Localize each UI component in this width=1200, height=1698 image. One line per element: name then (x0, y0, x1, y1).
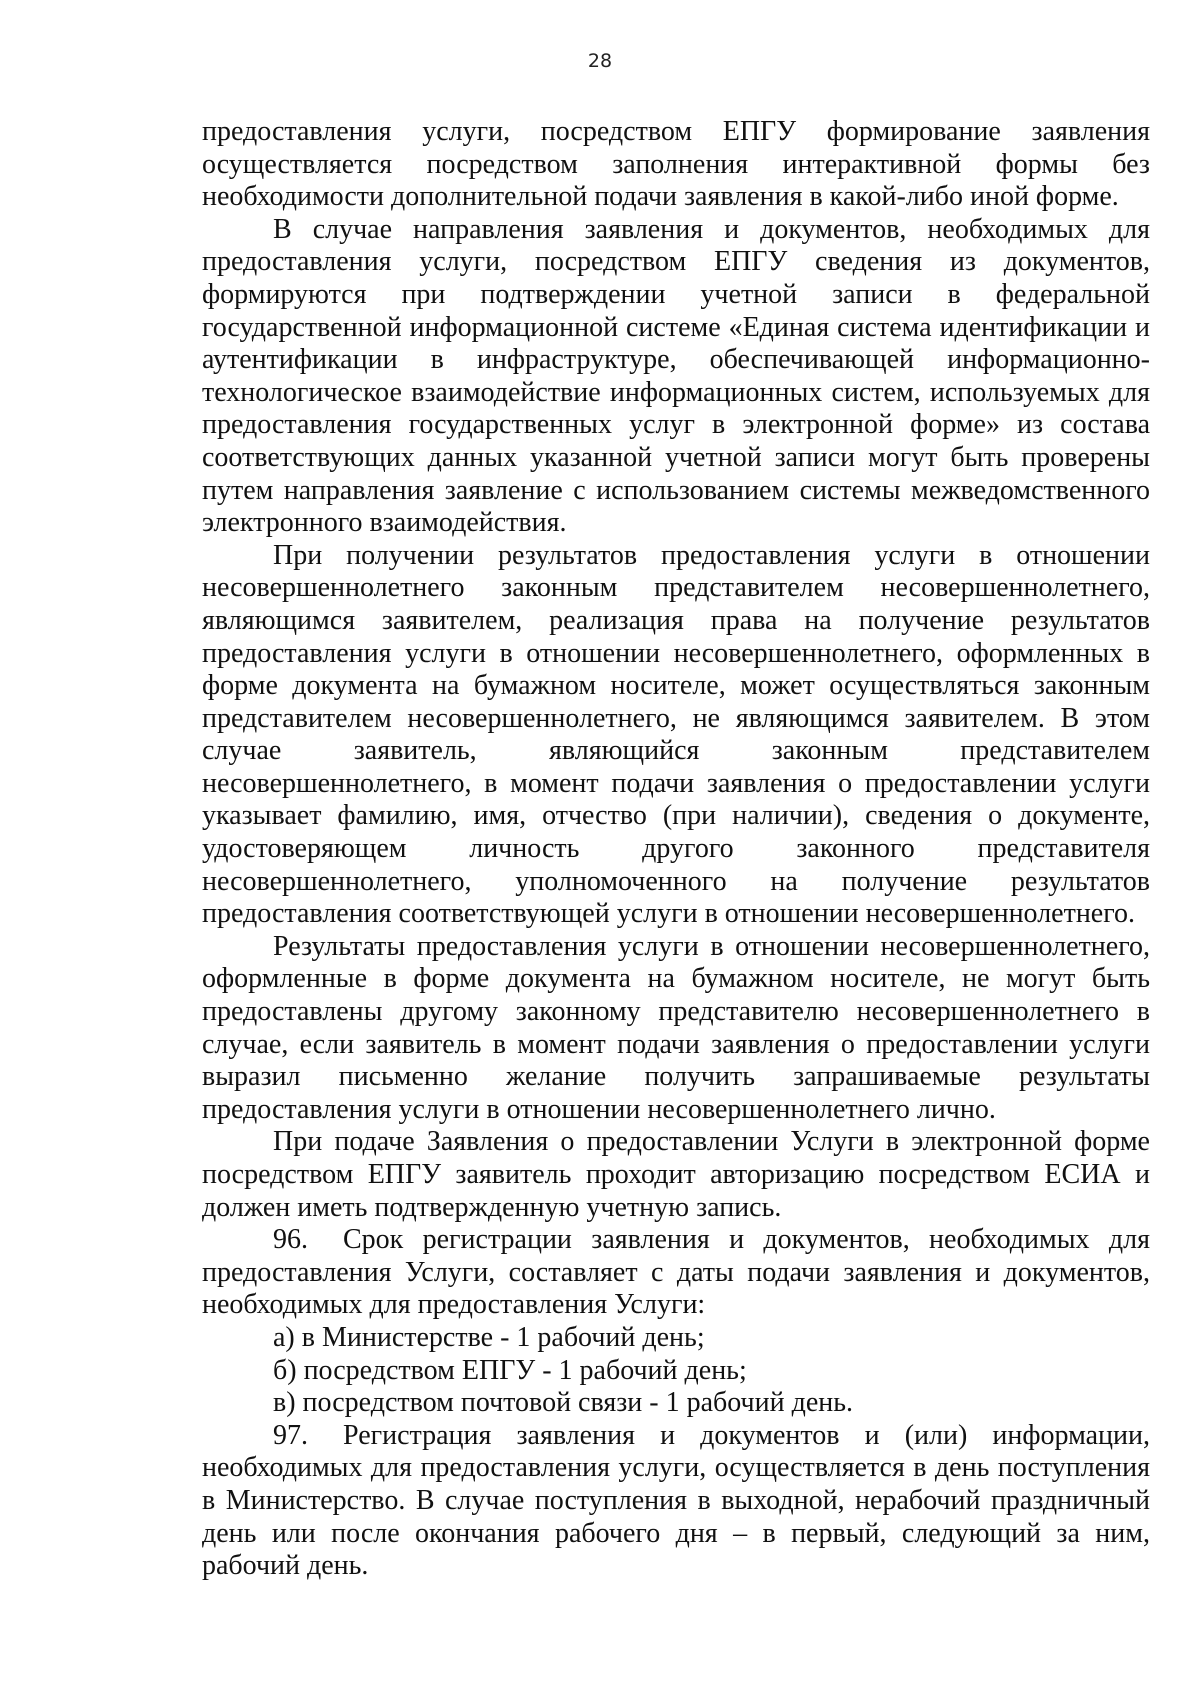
paragraph-number: 97. (273, 1419, 308, 1451)
paragraph-epgu-authorization: При подаче Заявления о предоставлении Услуги в электронной форме посредством ЕПГУ заявитель проходит авторизацию посредством ЕСИА и должен иметь подтвержденную учетную запись. (202, 1126, 1150, 1223)
list-item-b: б) посредством ЕПГУ - 1 рабочий день; (273, 1354, 747, 1386)
document-body (202, 116, 1150, 1583)
paragraph-minor-results: При получении результатов предоставления услуги в отношении несовершеннолетнего законным представителем несовершеннолетнего, являющимся заявителем, реализация права на получение результатов предоставления услуги в отношении несовершеннолетнего, оформленных в форме документа на бумажном носителе, может осуществляться законным представителем несовершеннолетнего, не являющимся заявителем. В этом случае заявитель, являющийся законным представителем несовершеннолетнего, в момент подачи заявления о предоставлении услуги указывает фамилию, имя, отчество (при наличии), сведения о документе, удостоверяющем личность другого законного представителя несовершеннолетнего, уполномоченного на получение результатов предоставления соответствующей услуги в отношении несовершеннолетнего. (202, 539, 1150, 930)
paragraph-continuation: предоставления услуги, посредством ЕПГУ формирование заявления осуществляется посредством заполнения интерактивной формы без необходимости дополнительной подачи заявления в какой-либо иной форме. (202, 116, 1150, 213)
paragraph-number: 96. (273, 1224, 308, 1256)
page-number: 28 (587, 50, 613, 72)
list-item-c: в) посредством почтовой связи - 1 рабочий день. (273, 1387, 854, 1419)
paragraph-97 (202, 1420, 1150, 1583)
paragraph-text: Регистрация заявления и документов и (или) информации, необходимых для предоставления услуги, осуществляется в день поступления в Министерство. В случае поступления в выходной, нерабочий праздничный день или после окончания рабочего дня – в первый, следующий за ним, рабочий день. (202, 1419, 1150, 1582)
paragraph-esia-data: В случае направления заявления и документов, необходимых для предоставления услуги, посредством ЕПГУ сведения из документов, формируются при подтверждении учетной записи в федеральной государственной информационной системе «Единая система идентификации и аутентификации в инфраструктуре, обеспечивающей информационно-технологическое взаимодействие информационных систем, используемых для предоставления государственных услуг в электронной форме» из состава соответствующих данных указанной учетной записи могут быть проверены путем направления заявление с использованием системы межведомственного электронного взаимодействия. (202, 213, 1150, 539)
paragraph-minor-results-restriction: Результаты предоставления услуги в отношении несовершеннолетнего, оформленные в форме документа на бумажном носителе, не могут быть предоставлены другому законному представителю несовершеннолетнего в случае, если заявитель в момент подачи заявления о предоставлении услуги выразил письменно желание получить запрашиваемые результаты предоставления услуги в отношении несовершеннолетнего лично. (202, 930, 1150, 1125)
list-item-a: а) в Министерстве - 1 рабочий день; (273, 1321, 705, 1353)
paragraph-96 (202, 1224, 1150, 1322)
paragraph-text: Срок регистрации заявления и документов, необходимых для предоставления Услуги, составляет с даты подачи заявления и документов, необходимых для предоставления Услуги: (202, 1224, 1150, 1321)
